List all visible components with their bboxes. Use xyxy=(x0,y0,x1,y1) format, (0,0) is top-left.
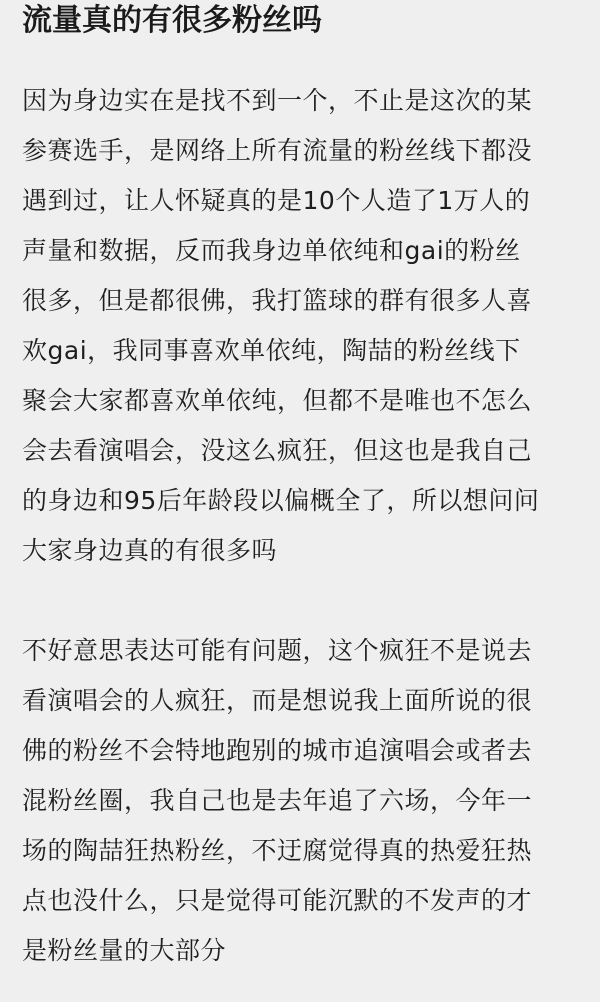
post-title: 流量真的有很多粉丝吗 xyxy=(22,3,322,38)
text-line: 欢gai，我同事喜欢单依纯，陶喆的粉丝线下 xyxy=(22,336,521,365)
text-line: 的身边和95后年龄段以偏概全了，所以想问问 xyxy=(22,486,540,515)
post-paragraph-1 xyxy=(22,76,576,576)
text-line: 混粉丝圈，我自己也是去年追了六场，今年一 xyxy=(22,786,533,815)
text-line: 看演唱会的人疯狂，而是想说我上面所说的很 xyxy=(22,686,533,715)
text-line: 聚会大家都喜欢单依纯，但都不是唯也不怎么 xyxy=(22,386,533,415)
text-line: 会去看演唱会，没这么疯狂，但这也是我自己 xyxy=(22,436,533,465)
text-line: 遇到过，让人怀疑真的是10个人造了1万人的 xyxy=(22,186,531,215)
post-body xyxy=(22,76,576,976)
post-paragraph-2 xyxy=(22,626,576,976)
text-line: 声量和数据，反而我身边单依纯和gai的粉丝 xyxy=(22,236,521,265)
text-line: 参赛选手，是网络上所有流量的粉丝线下都没 xyxy=(22,136,533,165)
text-line: 因为身边实在是找不到一个，不止是这次的某 xyxy=(22,86,533,115)
text-line: 点也没什么，只是觉得可能沉默的不发声的才 xyxy=(22,886,533,915)
text-line: 场的陶喆狂热粉丝，不迂腐觉得真的热爱狂热 xyxy=(22,836,533,865)
text-line: 大家身边真的有很多吗 xyxy=(22,536,278,565)
text-line: 佛的粉丝不会特地跑别的城市追演唱会或者去 xyxy=(22,736,533,765)
text-line: 是粉丝量的大部分 xyxy=(22,936,227,965)
text-line: 不好意思表达可能有问题，这个疯狂不是说去 xyxy=(22,636,533,665)
paragraph-spacer xyxy=(22,576,576,626)
text-line: 很多，但是都很佛，我打篮球的群有很多人喜 xyxy=(22,286,533,315)
